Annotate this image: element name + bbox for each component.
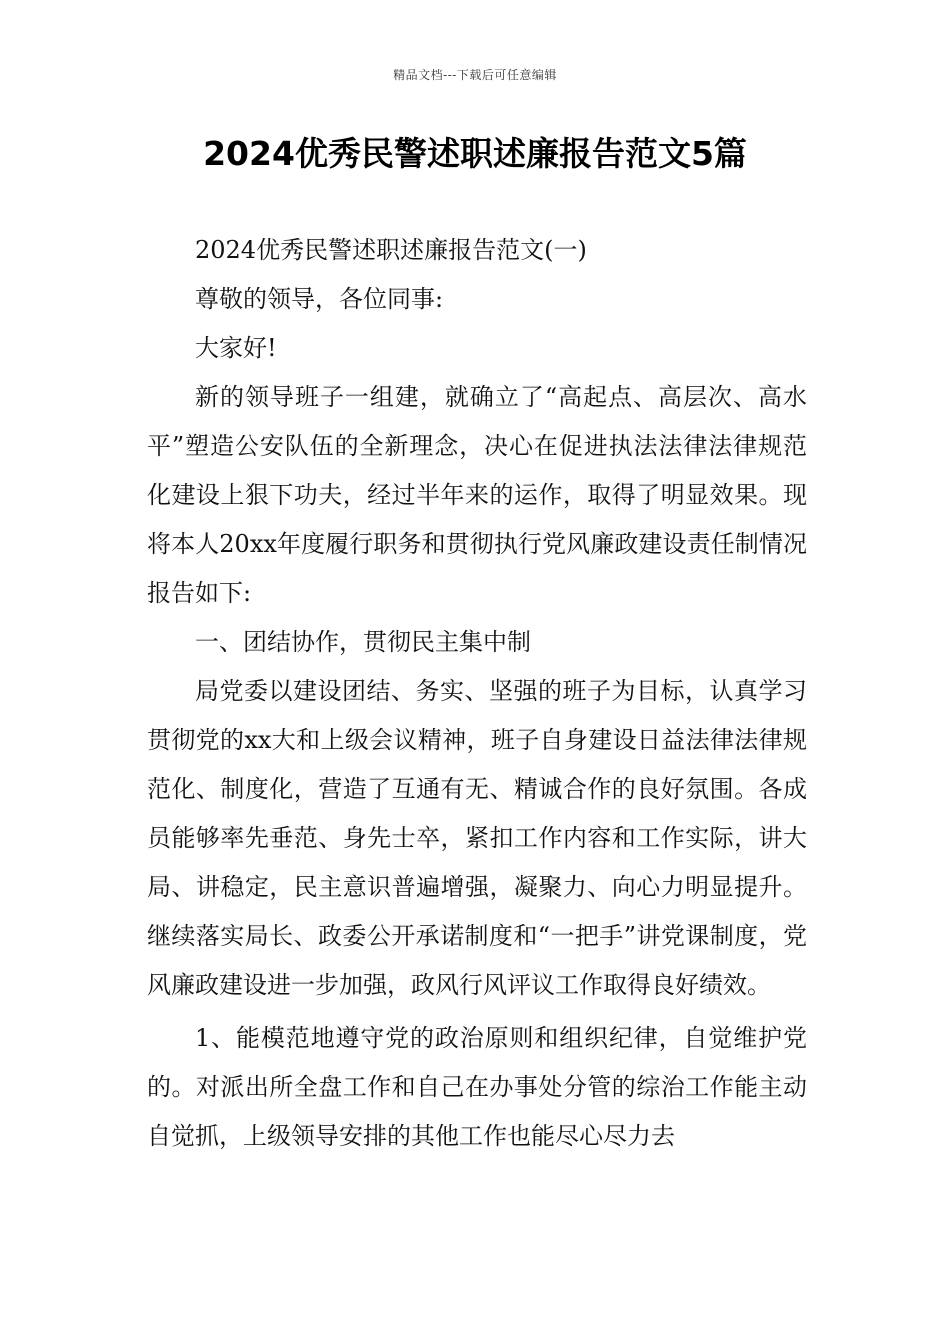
document-title: 2024优秀民警述职述廉报告范文5篇 — [203, 134, 747, 173]
salutation: 尊敬的领导，各位同事: — [195, 285, 444, 313]
paragraph-item-one: 1、能模范地遵守党的政治原则和组织纪律，自觉维护党的。对派出所全盘工作和自己在办事处分管的综治工作能主动自觉抓，上级领导安排的其他工作也能尽心尽力去 — [147, 1024, 807, 1150]
subheading-unity: 一、团结协作，贯彻民主集中制 — [195, 628, 531, 656]
paragraph-party-committee: 局党委以建设团结、务实、坚强的班子为目标，认真学习贯彻党的xx大和上级会议精神，班子自身建设日益法律法律规范化、制度化，营造了互通有无、精诚合作的良好氛围。各成员能够率先垂范、身先士卒，紧扣工作内容和工作实际，讲大局、讲稳定，民主意识普遍增强，凝聚力、向心力明显提升。继续落实局长、政委公开承诺制度和“一把手”讲党课制度，党风廉政建设进一步加强，政风行风评议工作取得良好绩效。 — [147, 677, 807, 999]
header-note: 精品文档---下载后可任意编辑 — [393, 68, 557, 82]
greeting: 大家好! — [195, 334, 277, 362]
paragraph-intro: 新的领导班子一组建，就确立了“高起点、高层次、高水平”塑造公安队伍的全新理念，决心在促进执法法律法律规范化建设上狠下功夫，经过半年来的运作，取得了明显效果。现将本人20xx年度履行职务和贯彻执行党风廉政建设责任制情况报告如下: — [147, 383, 807, 607]
section-heading-one: 2024优秀民警述职述廉报告范文(一) — [195, 236, 587, 264]
document-body — [147, 226, 807, 1161]
